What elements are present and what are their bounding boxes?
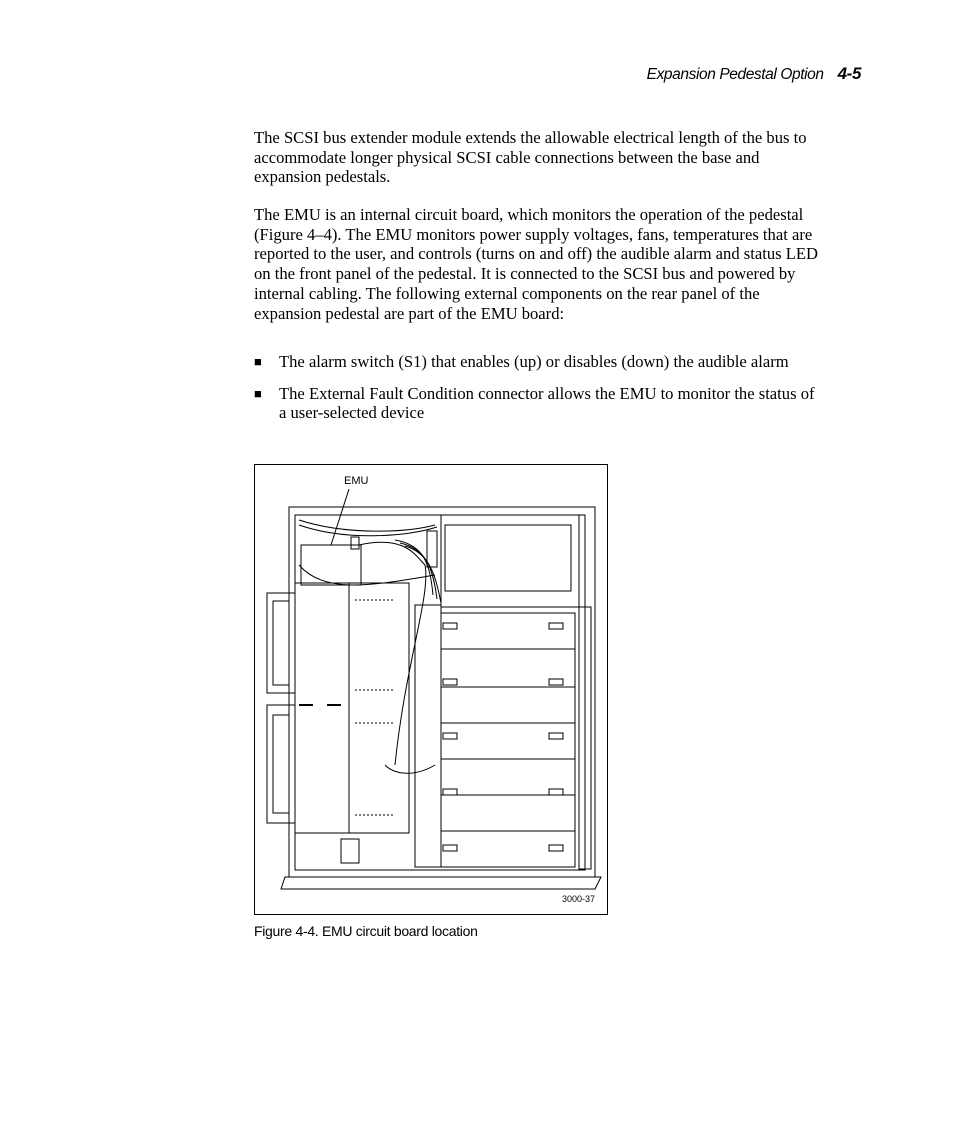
- list-item: [254, 352, 819, 372]
- callout-leader: [331, 489, 349, 545]
- paragraph-scsi-extender: The SCSI bus extender module extends the allowable electrical length of the bus to accommodate longer physical SCSI cable connections between the base and expansion pedestals.: [254, 128, 807, 187]
- backplane-board: [349, 583, 409, 833]
- figure-emu-location: [254, 464, 608, 915]
- bullet-marker: ■: [254, 385, 262, 401]
- emu-callout-label: EMU: [344, 475, 369, 487]
- paragraph-emu-description: The EMU is an internal circuit board, which monitors the operation of the pedestal (Figure 4–4). The EMU monitors power supply voltages, fans, temperatures that are reported to the user, and controls (turns on and off) the audible alarm and status LED on the front panel of the pedestal. It is connected to the SCSI bus and powered by internal cabling. The following external components on the rear panel of the expansion pedestal are part of the EMU board:: [254, 205, 818, 323]
- upper-bay: [441, 515, 579, 607]
- cabinet-base: [281, 877, 601, 889]
- rear-cage-lower: [267, 705, 295, 823]
- cabinet-inner: [295, 515, 585, 870]
- drawing-code: 3000-37: [561, 894, 595, 904]
- bullet-text: The External Fault Condition connector allows the EMU to monitor the status of a user-selected device: [279, 383, 815, 423]
- bullet-marker: ■: [254, 354, 262, 369]
- page-number: 4-5: [837, 64, 861, 83]
- figure-caption: Figure 4-4. EMU circuit board location: [254, 923, 478, 939]
- rear-cage-upper: [267, 593, 295, 693]
- bullet-text: The alarm switch (S1) that enables (up) or disables (down) the audible alarm: [279, 352, 789, 371]
- bullet-list: [254, 352, 819, 435]
- scsi-extender-board: [415, 605, 441, 867]
- cable-connector: [427, 531, 437, 567]
- cable-top: [299, 520, 435, 531]
- section-title: Expansion Pedestal Option: [646, 66, 824, 83]
- pedestal-diagram: [255, 465, 607, 914]
- emu-board: [301, 545, 361, 585]
- power-supply: [295, 583, 349, 833]
- cable-emu: [359, 542, 426, 765]
- drive-tabs: [443, 623, 563, 851]
- list-item: [254, 384, 819, 423]
- cabinet-outline: [289, 507, 595, 877]
- running-header: [560, 64, 861, 84]
- bottom-module: [341, 839, 359, 863]
- drive-bays: [441, 613, 575, 867]
